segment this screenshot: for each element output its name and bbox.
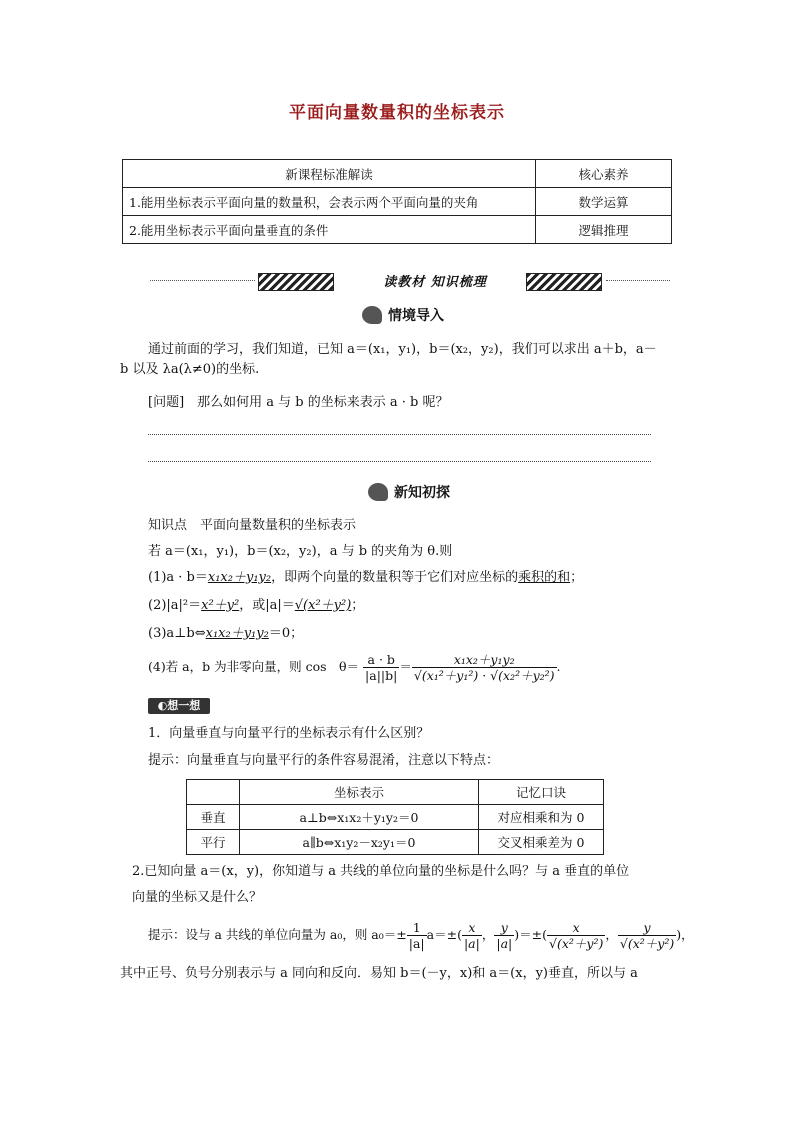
denominator: |a| bbox=[496, 936, 513, 951]
formula-item-2 bbox=[148, 596, 364, 616]
text: 提示：设与 a 共线的单位向量为 a₀，则 a₀＝± bbox=[148, 927, 407, 942]
text: ，即两个向量的数量积等于它们对应坐标的 bbox=[271, 570, 519, 585]
table-header-cell bbox=[187, 780, 240, 805]
table-row bbox=[187, 830, 604, 855]
think-icon: ◐ bbox=[157, 699, 168, 712]
tag-label: 想一想 bbox=[167, 699, 201, 712]
blank-answer: x²＋y² bbox=[201, 598, 240, 613]
table-header-cell: 核心素养 bbox=[536, 160, 672, 188]
question-1: 1．向量垂直与向量平行的坐标表示有什么区别？ bbox=[148, 726, 430, 741]
text: (4)若 a，b 为非零向量，则 cos θ＝ bbox=[148, 659, 360, 674]
text: a＝± bbox=[426, 927, 458, 942]
text: ， bbox=[681, 927, 694, 942]
denominator: |a| bbox=[463, 936, 480, 951]
knowledge-point-title: 知识点 平面向量数量积的坐标表示 bbox=[148, 518, 357, 533]
table-cell: a⊥b⇔x₁x₂＋y₁y₂＝0 bbox=[240, 805, 479, 830]
numerator: x bbox=[547, 920, 605, 936]
section-heading bbox=[368, 482, 450, 502]
text-line: 向量的坐标又是什么？ bbox=[132, 890, 263, 905]
hint-2-continued: 其中正号、负号分别表示与 a 同向和反向．易知 b＝(－y，x)和 a＝(x，y)垂直，所以与 a bbox=[120, 966, 638, 981]
text: ； bbox=[570, 570, 584, 585]
table-cell: 1.能用坐标表示平面向量的数量积，会表示两个平面向量的夹角 bbox=[123, 188, 536, 216]
section-label: 情境导入 bbox=[388, 308, 444, 324]
numerator: x bbox=[462, 920, 482, 936]
section-heading bbox=[362, 305, 444, 325]
denominator: √(x²＋y²) bbox=[619, 936, 675, 951]
formula-item-1 bbox=[148, 568, 583, 588]
table-header-cell: 记忆口诀 bbox=[479, 780, 604, 805]
text: ＝0； bbox=[268, 626, 304, 641]
knowledge-point-intro: 若 a＝(x₁，y₁)，b＝(x₂，y₂)，a 与 b 的夹角为 θ.则 bbox=[148, 544, 453, 559]
hint-2: 提示：设与 a 共线的单位向量为 a₀，则 a₀＝± $\frac{1}{|a|}$ a＝±( $\frac{x}{|a|}$ ， $\frac{y}{|a|}$ )＝±( $\frac{x}{\text{√(x²＋y²)}}$ ， $\frac{y}{\text{√(x²＋y²)}}$ )， bbox=[148, 920, 694, 951]
text: (1)a · b＝ bbox=[148, 570, 208, 585]
blank-answer: 乘积的和 bbox=[518, 570, 571, 585]
fraction bbox=[462, 920, 482, 951]
text: (3)a⊥b⇔ bbox=[148, 626, 206, 641]
lamp-icon bbox=[362, 306, 382, 324]
banner-divider bbox=[150, 280, 255, 281]
table-row bbox=[123, 188, 672, 216]
numerator: y bbox=[494, 920, 514, 936]
banner-stripe-right bbox=[526, 273, 602, 291]
fraction bbox=[412, 652, 557, 683]
table-cell: 平行 bbox=[187, 830, 240, 855]
table-cell: 逻辑推理 bbox=[536, 216, 672, 244]
fraction bbox=[494, 920, 514, 951]
standards-table bbox=[122, 159, 672, 244]
text: ，或|a|＝ bbox=[239, 598, 295, 613]
comparison-table bbox=[186, 779, 604, 855]
hint-1: 提示：向量垂直与向量平行的条件容易混淆，注意以下特点： bbox=[148, 753, 500, 768]
compass-icon bbox=[368, 483, 388, 501]
fraction bbox=[407, 920, 427, 951]
blank-answer: x₁x₂＋y₁y₂ bbox=[205, 626, 269, 641]
denominator: |a| bbox=[408, 936, 425, 951]
table-row bbox=[187, 805, 604, 830]
banner-divider bbox=[606, 280, 670, 281]
blank-answer: x₁x₂＋y₁y₂ bbox=[207, 570, 272, 585]
think-tag bbox=[148, 698, 210, 714]
page-title: 平面向量数量积的坐标表示 bbox=[289, 103, 505, 123]
numerator: 1 bbox=[407, 920, 427, 936]
intro-paragraph bbox=[120, 340, 688, 380]
fraction bbox=[363, 652, 399, 683]
table-header-cell: 新课程标准解读 bbox=[123, 160, 536, 188]
numerator: x₁x₂＋y₁y₂ bbox=[412, 652, 557, 668]
section-label: 新知初探 bbox=[394, 485, 450, 501]
banner-stripe-left bbox=[258, 273, 334, 291]
formula-item-4: (4)若 a，b 为非零向量，则 cos θ＝ $\frac{a \cdot b}{|a||b|}$ ＝ $\frac{\text{x₁x₂＋y₁y₂}}{\text{√(x₁²＋y₁²) · √(x₂²＋y₂²)}}$ . bbox=[148, 652, 561, 683]
blank-answer: √(x²＋y²) bbox=[294, 598, 352, 613]
table-cell: 垂直 bbox=[187, 805, 240, 830]
answer-line bbox=[148, 461, 651, 462]
text-line: 2.已知向量 a＝(x，y)，你知道与 a 共线的单位向量的坐标是什么吗？与 a 垂直的单位 bbox=[132, 864, 630, 879]
fraction bbox=[618, 920, 676, 951]
text: . bbox=[556, 659, 561, 674]
answer-line bbox=[148, 434, 651, 435]
denominator: √(x₁²＋y₁²) · √(x₂²＋y₂²) bbox=[413, 668, 555, 683]
formula-item-3 bbox=[148, 624, 303, 644]
question-text: [问题] 那么如何用 a 与 b 的坐标来表示 a · b 呢？ bbox=[148, 395, 449, 410]
table-header-cell: 坐标表示 bbox=[240, 780, 479, 805]
numerator: y bbox=[618, 920, 676, 936]
table-row bbox=[123, 160, 672, 188]
numerator: a · b bbox=[363, 652, 399, 668]
denominator: |a||b| bbox=[365, 668, 398, 683]
question-2 bbox=[132, 862, 677, 908]
text: ＝± bbox=[519, 927, 543, 942]
denominator: √(x²＋y²) bbox=[549, 936, 604, 951]
table-cell: 2.能用坐标表示平面向量垂直的条件 bbox=[123, 216, 536, 244]
banner-text: 读教材 知识梳理 bbox=[383, 275, 487, 290]
table-cell: 数学运算 bbox=[536, 188, 672, 216]
text: (2)|a|²＝ bbox=[148, 598, 202, 613]
text: ； bbox=[351, 598, 365, 613]
table-cell: 对应相乘和为 0 bbox=[479, 805, 604, 830]
table-cell: 交叉相乘差为 0 bbox=[479, 830, 604, 855]
text-line: 通过前面的学习，我们知道，已知 a＝(x₁，y₁)，b＝(x₂，y₂)，我们可以求出 a＋b，a－ bbox=[148, 342, 657, 357]
text-line: b 以及 λa(λ≠0)的坐标. bbox=[120, 362, 260, 377]
section-banner bbox=[150, 270, 670, 292]
fraction bbox=[547, 920, 605, 951]
table-cell: a∥b⇔x₁y₂－x₂y₁＝0 bbox=[240, 830, 479, 855]
table-row bbox=[187, 780, 604, 805]
table-row bbox=[123, 216, 672, 244]
